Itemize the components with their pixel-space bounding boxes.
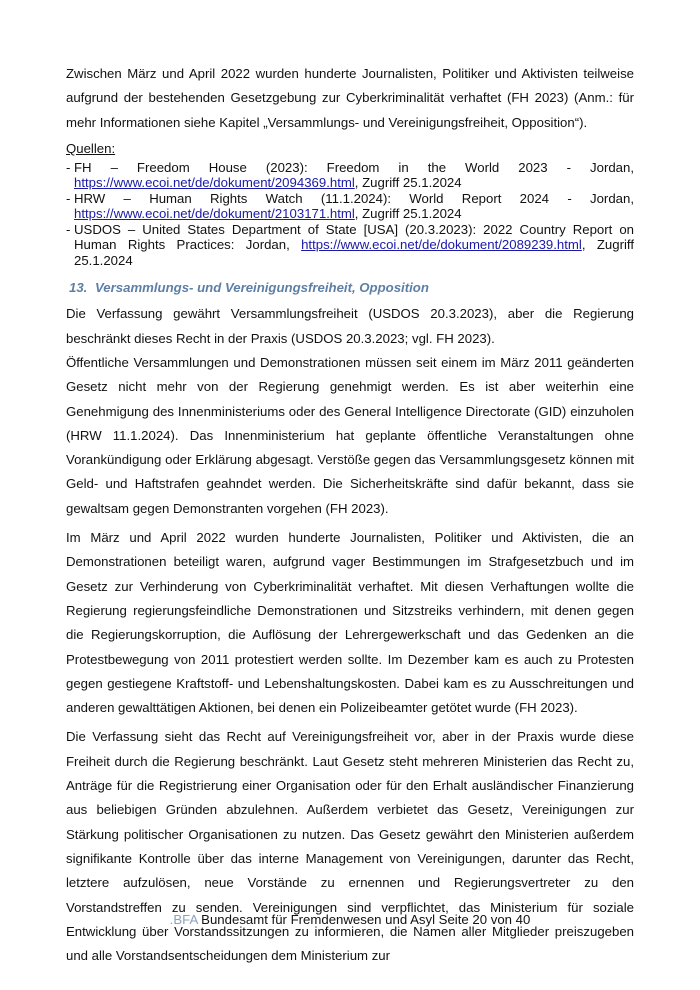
bfa-logo-text: .BFA — [169, 912, 198, 927]
source-access-date: , Zugriff 25.1.2024 — [74, 237, 634, 268]
intro-paragraph: Zwischen März und April 2022 wurden hunderte Journalisten, Politiker und Aktivisten teilweise aufgrund der bestehenden Gesetzgebung zur Cyberkriminalität verhaftet (FH 2023) (Anm.: für mehr Informationen siehe Kapitel „Versammlungs- und Vereinigungsfreiheit, Opposition“). — [66, 66, 634, 130]
sources-list — [66, 160, 634, 269]
list-dash: - — [66, 159, 71, 175]
page-footer — [0, 912, 700, 927]
section-title: Versammlungs- und Vereinigungsfreiheit, Opposition — [95, 280, 429, 296]
list-dash: - — [66, 190, 71, 206]
sources-title: Quellen: — [66, 140, 116, 156]
paragraph-public-assemblies: Öffentliche Versammlungen und Demonstrationen müssen seit einem im März 2011 geänderten Gesetz nicht mehr von der Regierung genehmigt werden. Es ist aber weiterhin eine Genehmigung des Innenministeriums oder des General Intelligence Directorate (GID) einzuholen (HRW 11.1.2024). Das Innenministerium hat geplante öffentliche Veranstaltungen ohne Vorankündigung oder Erklärung abgesagt. Verstöße gegen das Versammlungsgesetz können mit Geld- und Haftstrafen geahndet werden. Die Sicherheitskräfte sind dafür bekannt, dass sie gewaltsam gegen Demonstranten vorgehen (FH 2023). — [66, 354, 634, 516]
section-heading — [66, 278, 634, 298]
source-item-fh — [66, 160, 634, 191]
source-citation: HRW – Human Rights Watch (11.1.2024): World Report 2024 - Jordan, — [74, 190, 634, 206]
source-link-usdos[interactable]: https://www.ecoi.net/de/dokument/2089239.html — [301, 237, 582, 253]
source-item-usdos — [66, 222, 634, 269]
list-dash: - — [66, 221, 71, 237]
source-link-hrw[interactable]: https://www.ecoi.net/de/dokument/2103171.html — [74, 206, 355, 222]
paragraph-arrests-2022: Im März und April 2022 wurden hunderte Journalisten, Politiker und Aktivisten, die an Demonstrationen beteiligt waren, aufgrund vager Bestimmungen im Strafgesetzbuch und im Gesetz zur Verhinderung von Cyberkriminalität verhaftet. Mit diesen Verhaftungen wollte die Regierung regierungsfeindliche Demonstrationen und Sitzstreiks verhindern, mit denen gegen die Regierungskorruption, die Auflösung der Lehrergewerkschaft und das Gedenken an die Protestbewegung von 2011 protestiert werden sollte. Im Dezember kam es auch zu Protesten gegen gestiegene Kraftstoff- und Lebenshaltungskosten. Dabei kam es zu Ausschreitungen und anderen gewalttätigen Aktionen, bei denen ein Polizeibeamter getötet wurde (FH 2023). — [66, 530, 634, 716]
paragraph-association-freedom: Die Verfassung sieht das Recht auf Vereinigungsfreiheit vor, aber in der Praxis wurde diese Freiheit durch die Regierung beschränkt. Laut Gesetz steht mehreren Ministerien das Recht zu, Anträge für die Registrierung einer Organisation oder für den Erhalt ausländischer Finanzierung aus beliebigen Gründen abzulehnen. Außerdem verbietet das Gesetz, Vereinigungen zur Stärkung politischer Organisationen zu nutzen. Das Gesetz gewährt den Ministerien außerdem signifikante Kontrolle über das interne Management von Vereinigungen, darunter das Recht, letztere aufzulösen, neue Vorstände zu ernennen und Regierungsvertreter zu den Vorstandstreffen zu senden. Vereinigungen sind verpflichtet, das Ministerium für soziale Entwicklung über Vorstandssitzungen zu informieren, die Namen aller Mitglieder preiszugeben und alle Vorstandsentscheidungen dem Ministerium zur — [66, 729, 634, 964]
section-number: 13. — [69, 280, 88, 296]
source-access-date: , Zugriff 25.1.2024 — [354, 175, 462, 191]
document-page — [66, 62, 634, 968]
paragraph-assembly-constitution: Die Verfassung gewährt Versammlungsfreiheit (USDOS 20.3.2023), aber die Regierung beschränkt dieses Recht in der Praxis (USDOS 20.3.2023; vgl. FH 2023). — [66, 306, 634, 346]
footer-text: Bundesamt für Fremdenwesen und Asyl Seite 20 von 40 — [197, 912, 531, 927]
source-link-fh[interactable]: https://www.ecoi.net/de/dokument/2094369.html — [74, 175, 355, 191]
source-item-hrw — [66, 191, 634, 222]
source-citation: USDOS – United States Department of State [USA] (20.3.2023): 2022 Country Report on Human Rights Practices: Jordan, — [74, 221, 634, 253]
source-citation: FH – Freedom House (2023): Freedom in the World 2023 - Jordan, — [74, 159, 634, 175]
source-access-date: , Zugriff 25.1.2024 — [354, 206, 462, 222]
